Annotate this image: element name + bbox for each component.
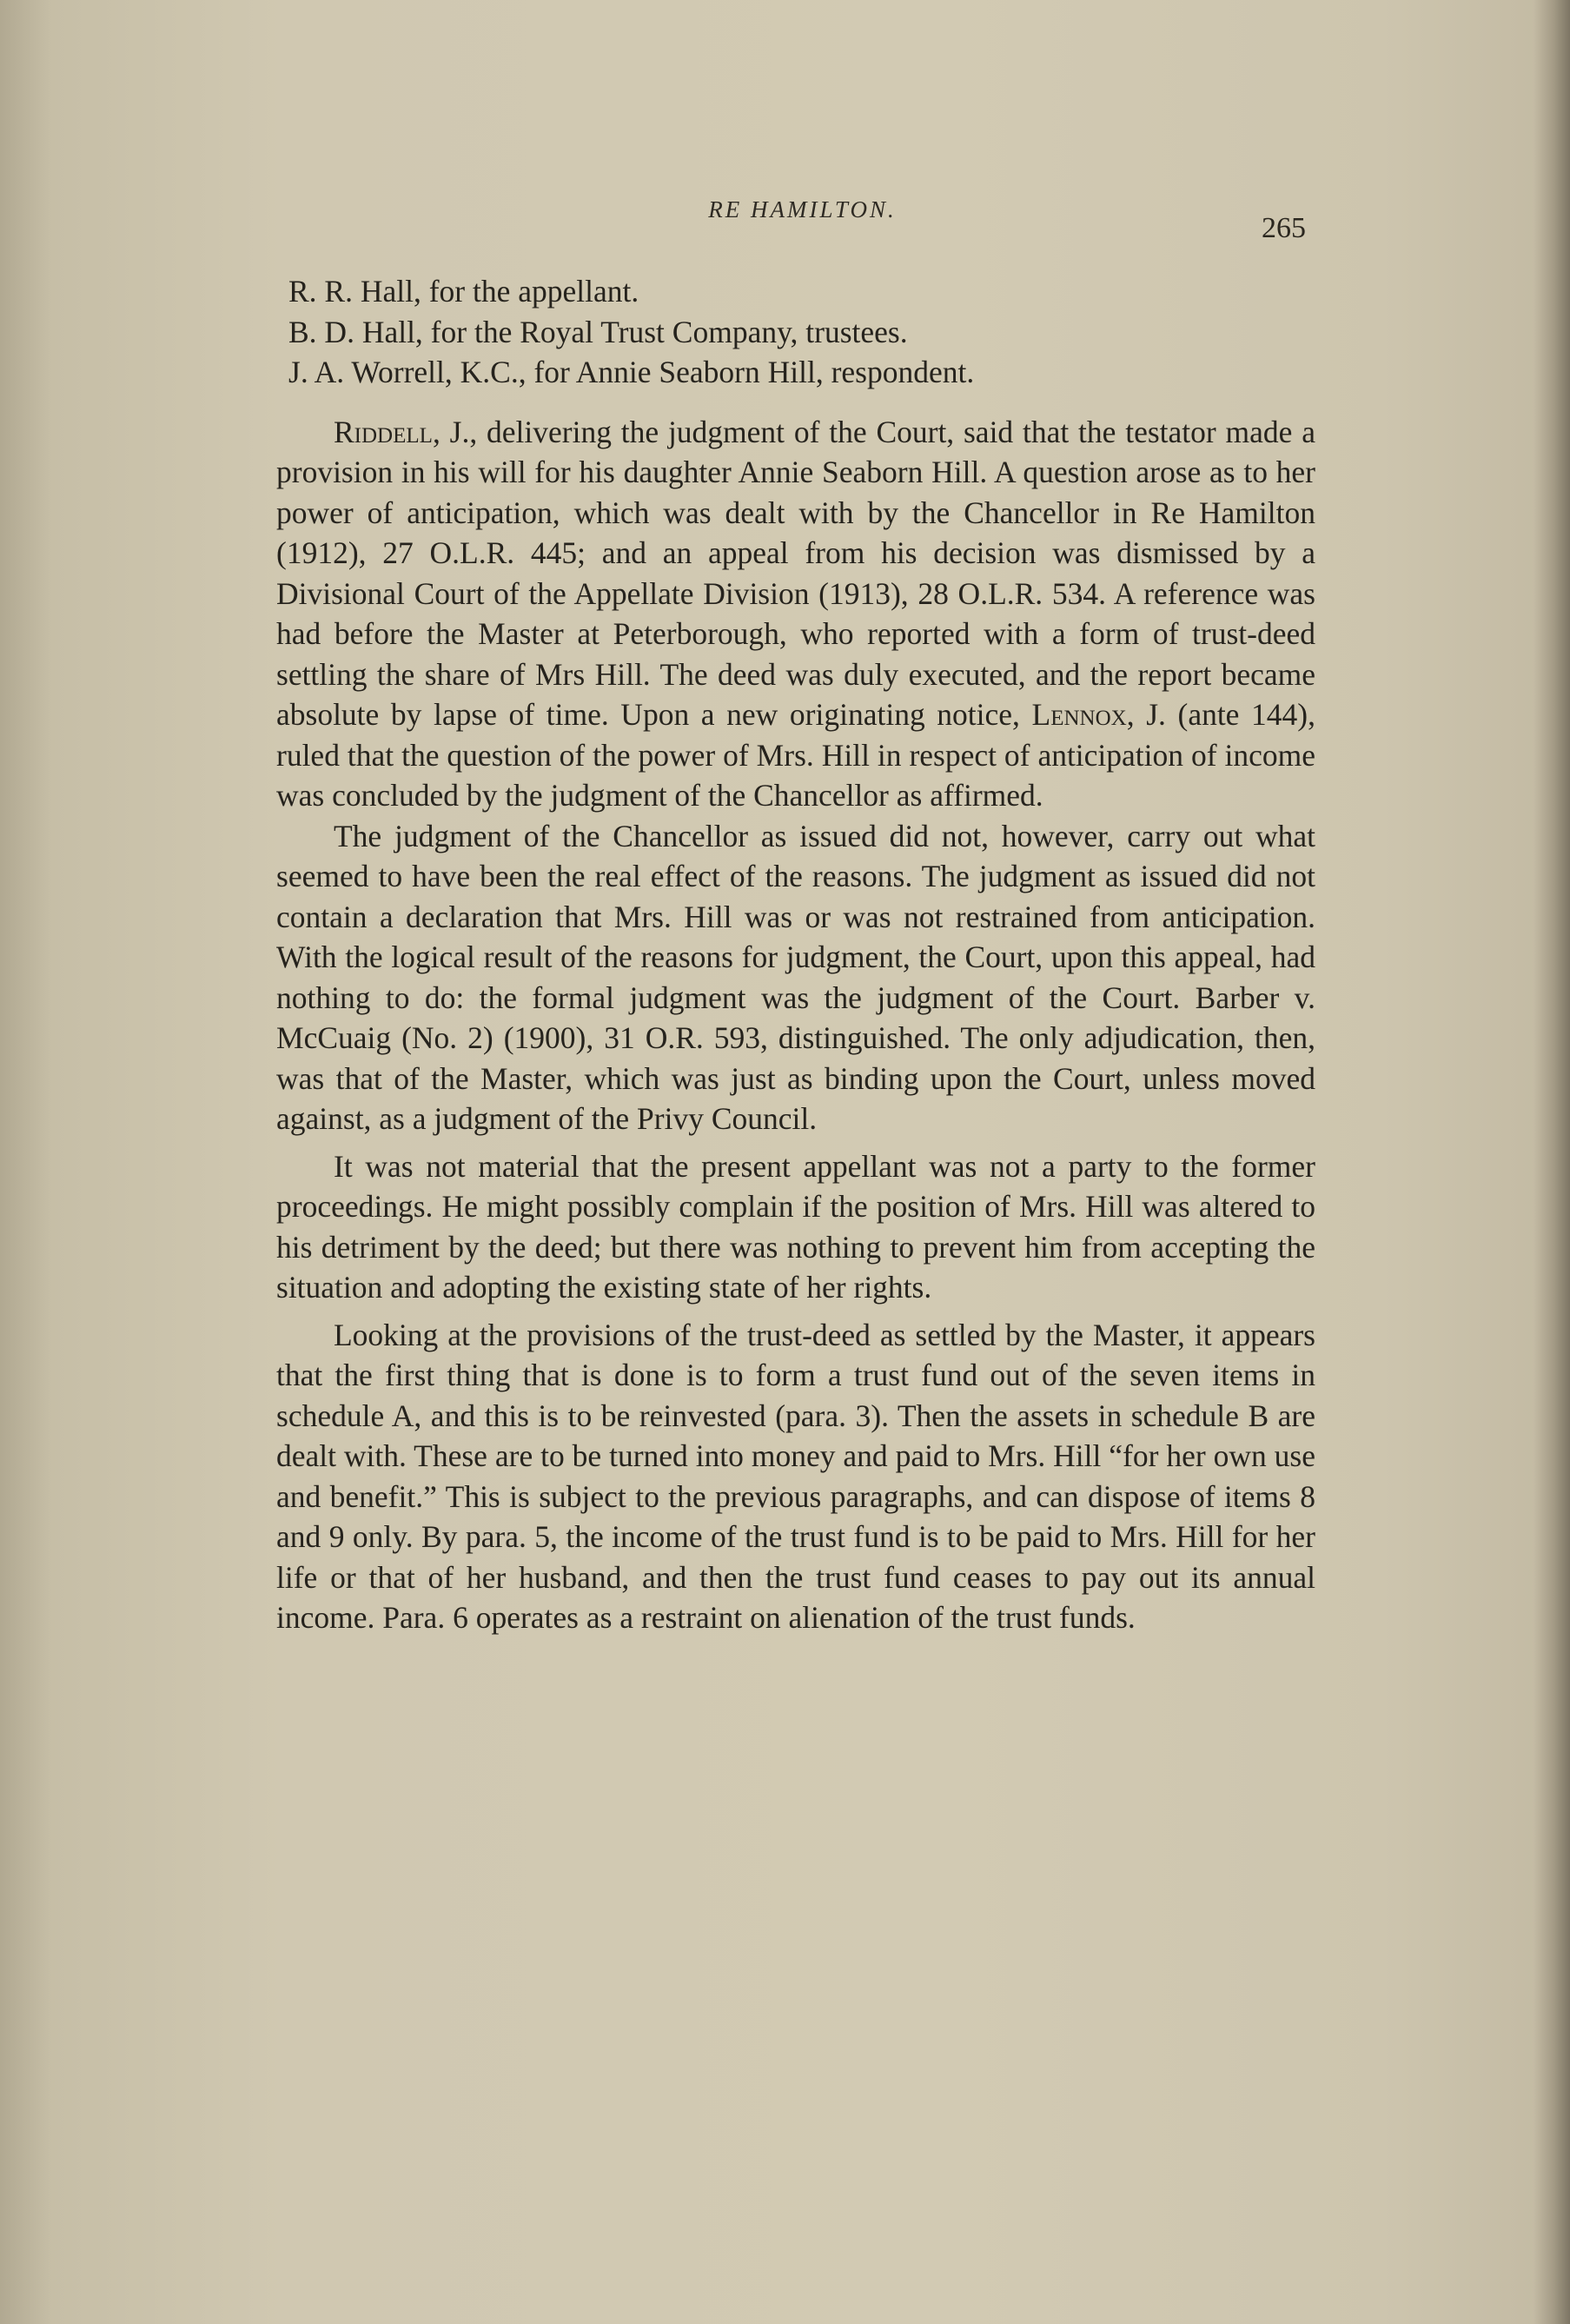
paragraph-gap — [276, 1308, 1315, 1315]
page-number: 265 — [1262, 212, 1306, 244]
judge-name: Riddell — [334, 414, 433, 449]
counsel-list — [276, 271, 1315, 393]
running-title: RE HAMILTON. — [708, 196, 897, 222]
counsel-line: J. A. Worrell, K.C., for Annie Seaborn Hill, respondent. — [288, 355, 975, 389]
page-edge-shadow — [1534, 0, 1570, 2324]
judgment-paragraph: The judgment of the Chancellor as issued did not, however, carry out what seemed to have been the real effect of the reasons. The judgment as issued did not contain a declaration that Mrs. Hill was or was not restrained from anticipation. With the logical result of the reasons for judgment, the Court, upon this appeal, had nothing to do: the formal judgment was the judgment of the Court. Barber v. McCuaig (No. 2) (1900), 31 O.R. 593, distinguished. The only adjudication, then, was that of the Master, which was just as binding upon the Court, unless moved against, as a judgment of the Privy Council. — [276, 818, 1315, 1136]
page-gutter-shadow — [0, 0, 52, 2324]
paragraph-gap — [276, 1139, 1315, 1146]
judgment-paragraph — [276, 412, 1315, 816]
counsel-line: R. R. Hall, for the appellant. — [288, 274, 639, 309]
judgment-paragraph: Looking at the provisions of the trust-deed as settled by the Master, it appears that the first thing that is done is to form a trust fund out of the seven items in schedule A, and this is to be reinvested (para. 3). Then the assets in schedule B are dealt with. These are to be turned into money and paid to Mrs. Hill “for her own use and benefit.” This is subject to the previous paragraphs, and can dispose of items 8 and 9 only. By para. 5, the income of the trust fund is to be paid to Mrs. Hill for her life or that of her husband, and then the trust fund ceases to pay out its annual income. Para. 6 operates as a restraint on alienation of the trust funds. — [276, 1317, 1315, 1635]
lennox-name: Lennox — [1031, 697, 1127, 732]
body-text — [276, 271, 1315, 1638]
counsel-line: B. D. Hall, for the Royal Trust Company, trustees. — [288, 314, 908, 349]
judgment-paragraph: It was not material that the present appellant was not a party to the former proceedings. He might possibly complain if the position of Mrs. Hill was altered to his detriment by the deed; but there was nothing to prevent him from accepting the situation and adopting the existing state of her rights. — [276, 1148, 1315, 1305]
judgment-text: , J., delivering the judgment of the Court, said that the testator made a provision in his will for his daughter Annie Seaborn Hill. A question arose as to her power of anticipation, which was dealt with by the Chancellor in Re Hamilton (1912), 27 O.L.R. 445; and an appeal from his decision was dismissed by a Divisional Court of the Appellate Division (1913), 28 O.L.R. 534. A reference was had before the Master at Peterborough, who reported with a form of trust-deed settling the share of Mrs Hill. The deed was duly executed, and the report became absolute by lapse of time. Upon a new originating notice, — [276, 414, 1315, 732]
judgment-text-continued: , J. (ante 144), ruled that the question of the power of Mrs. Hill in respect of anticipation of income was concluded by the judgment of the Chancellor as affirmed. — [276, 697, 1315, 813]
